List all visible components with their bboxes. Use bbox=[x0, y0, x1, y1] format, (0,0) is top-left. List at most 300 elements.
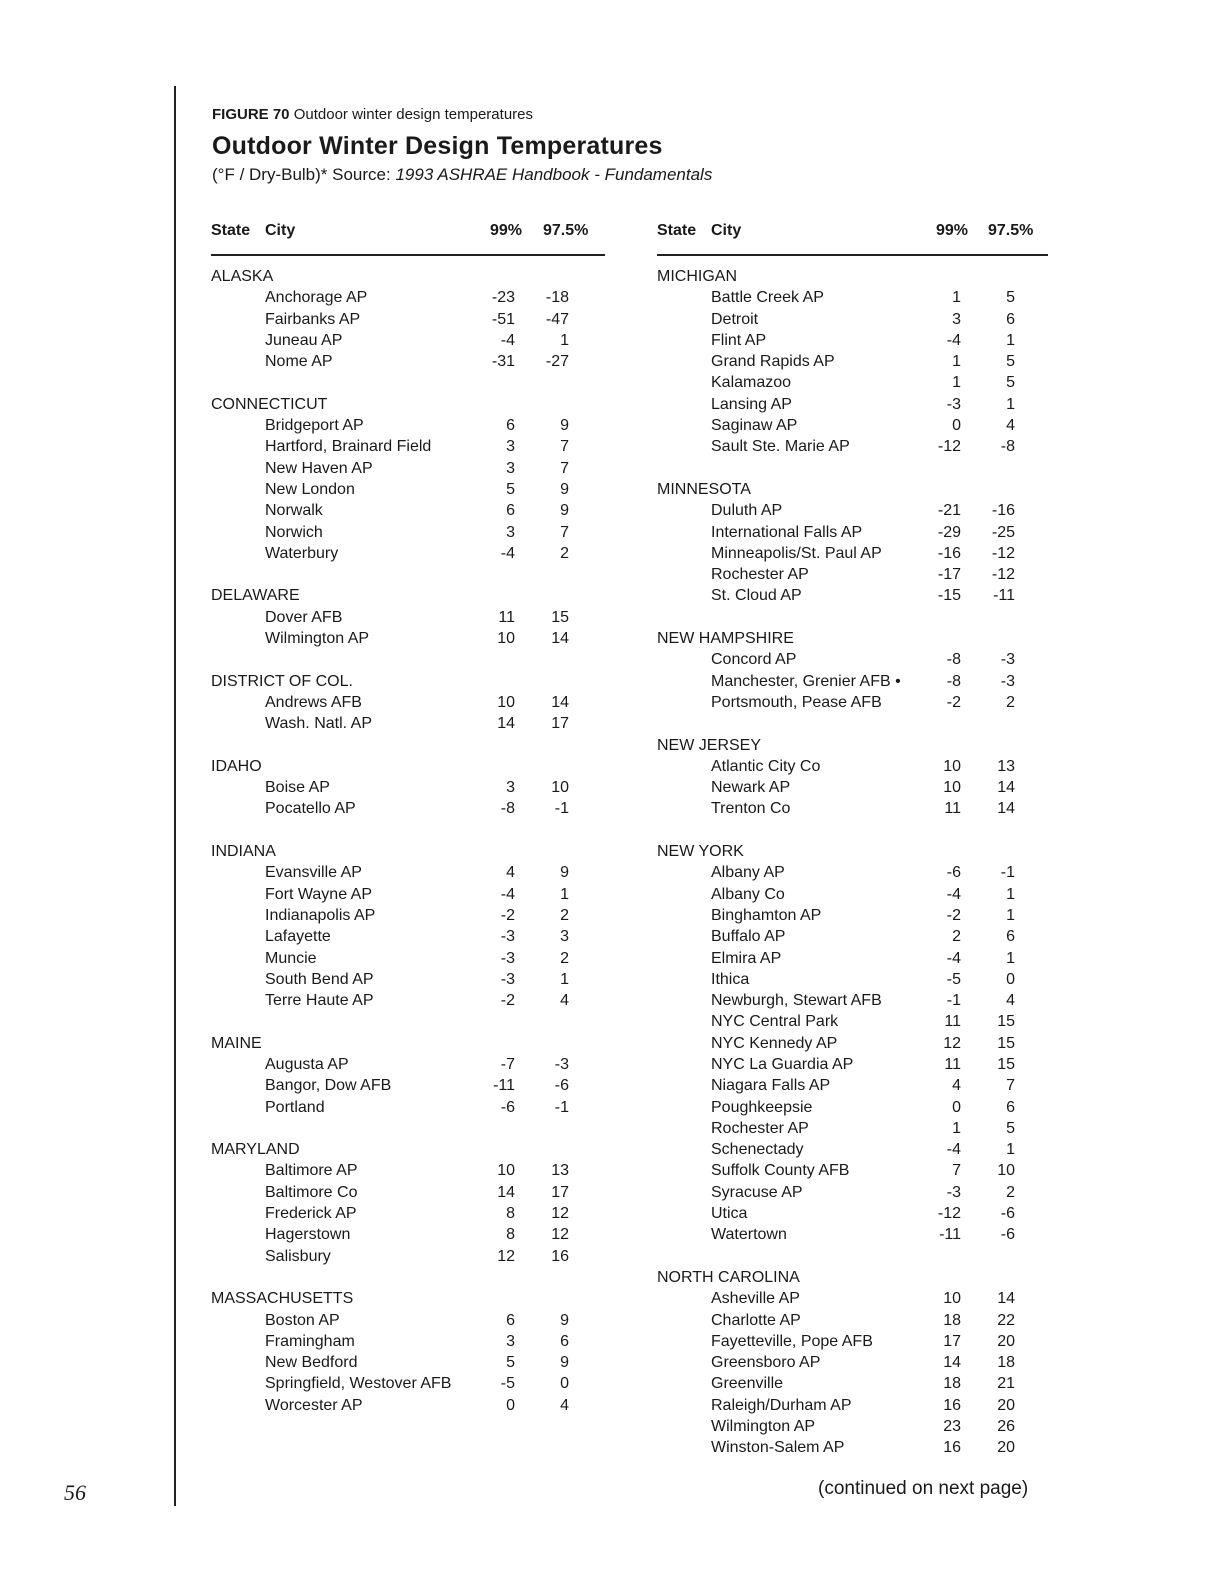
group-gap bbox=[657, 713, 1048, 734]
temp-99: -31 bbox=[491, 353, 515, 371]
temp-99: 1 bbox=[952, 374, 961, 392]
temp-975: -6 bbox=[554, 1077, 569, 1095]
table-header bbox=[211, 220, 605, 244]
city-name: Battle Creek AP bbox=[711, 289, 824, 307]
table-row bbox=[657, 436, 1048, 457]
table-row bbox=[657, 585, 1048, 606]
city-name: Utica bbox=[711, 1205, 748, 1223]
city-name: Elmira AP bbox=[711, 949, 782, 967]
temp-975: 5 bbox=[1006, 353, 1015, 371]
temp-975: 17 bbox=[551, 1183, 569, 1201]
temp-975: 1 bbox=[1006, 906, 1015, 924]
city-name: Framingham bbox=[265, 1332, 355, 1350]
city-name: Portsmouth, Pease AFB bbox=[711, 693, 882, 711]
city-name: Suffolk County AFB bbox=[711, 1162, 850, 1180]
page-title: Outdoor Winter Design Temperatures bbox=[212, 132, 663, 160]
temp-975: 7 bbox=[560, 523, 569, 541]
city-name: Baltimore Co bbox=[265, 1183, 358, 1201]
temp-99: 11 bbox=[944, 1055, 961, 1073]
temp-99: -2 bbox=[500, 906, 515, 924]
temp-99: -21 bbox=[937, 502, 961, 520]
table-row bbox=[657, 1182, 1048, 1203]
temp-975: 0 bbox=[560, 1375, 569, 1393]
table-row bbox=[211, 1373, 605, 1394]
temp-99: 10 bbox=[943, 1290, 961, 1308]
temp-99: -3 bbox=[500, 970, 515, 988]
temp-975: 7 bbox=[560, 438, 569, 456]
temp-975: 14 bbox=[997, 800, 1015, 818]
table-row bbox=[657, 990, 1048, 1011]
temp-975: 1 bbox=[1006, 1141, 1015, 1159]
group-gap bbox=[211, 1267, 605, 1288]
temp-99: -6 bbox=[500, 1098, 515, 1116]
header-city: City bbox=[711, 222, 742, 239]
group-gap bbox=[211, 1118, 605, 1139]
table-body bbox=[211, 266, 605, 1416]
group-gap bbox=[211, 372, 605, 393]
temp-99: -4 bbox=[500, 331, 515, 349]
temp-975: 14 bbox=[997, 779, 1015, 797]
city-name: Evansville AP bbox=[265, 864, 362, 882]
temp-975: -18 bbox=[545, 289, 569, 307]
table-row bbox=[657, 394, 1048, 415]
table-row bbox=[211, 1246, 605, 1267]
temp-99: 6 bbox=[506, 1311, 515, 1329]
table-row bbox=[657, 777, 1048, 798]
city-name: Saginaw AP bbox=[711, 417, 798, 435]
temp-99: -3 bbox=[500, 949, 515, 967]
table-row bbox=[657, 564, 1048, 585]
header-state: State bbox=[657, 222, 697, 239]
city-name: Anchorage AP bbox=[265, 289, 368, 307]
city-name: Detroit bbox=[711, 310, 759, 328]
subtitle-source: 1993 ASHRAE Handbook - Fundamentals bbox=[395, 165, 713, 184]
city-name: Niagara Falls AP bbox=[711, 1077, 831, 1095]
temp-99: -3 bbox=[946, 395, 961, 413]
table-row bbox=[657, 1352, 1048, 1373]
table-row bbox=[657, 926, 1048, 947]
table-row bbox=[211, 1160, 605, 1181]
table-row bbox=[657, 969, 1048, 990]
temp-99: -11 bbox=[939, 1226, 961, 1244]
temp-975: 15 bbox=[997, 1034, 1015, 1052]
temp-99: 2 bbox=[952, 928, 961, 946]
temp-99: 11 bbox=[944, 800, 961, 818]
city-name: Fayetteville, Pope AFB bbox=[711, 1332, 873, 1350]
temp-975: 6 bbox=[1006, 1098, 1015, 1116]
table-body bbox=[657, 266, 1048, 1459]
table-row bbox=[657, 1224, 1048, 1245]
temp-975: -6 bbox=[1000, 1205, 1015, 1223]
city-name: Baltimore AP bbox=[265, 1162, 358, 1180]
temp-975: 13 bbox=[551, 1162, 569, 1180]
city-name: New Bedford bbox=[265, 1354, 358, 1372]
temp-99: -11 bbox=[493, 1077, 515, 1095]
subtitle-units: (°F / Dry-Bulb)* Source: bbox=[212, 165, 396, 184]
city-name: Muncie bbox=[265, 949, 317, 967]
city-name: St. Cloud AP bbox=[711, 587, 802, 605]
table-row bbox=[657, 372, 1048, 393]
table-row bbox=[211, 777, 605, 798]
city-name: Norwalk bbox=[265, 502, 323, 520]
table-row bbox=[211, 798, 605, 819]
temp-99: 8 bbox=[506, 1205, 515, 1223]
city-name: Bangor, Dow AFB bbox=[265, 1077, 392, 1095]
temp-975: 2 bbox=[560, 949, 569, 967]
table-row bbox=[211, 1097, 605, 1118]
table-row bbox=[211, 1310, 605, 1331]
table-row bbox=[211, 948, 605, 969]
temp-975: 7 bbox=[1006, 1077, 1015, 1095]
temp-99: -12 bbox=[937, 1205, 961, 1223]
temp-975: -8 bbox=[1000, 438, 1015, 456]
temp-975: 15 bbox=[997, 1055, 1015, 1073]
city-name: Wilmington AP bbox=[711, 1418, 816, 1436]
table-row bbox=[657, 1310, 1048, 1331]
table-row bbox=[657, 309, 1048, 330]
temp-99: 12 bbox=[497, 1247, 515, 1265]
temp-975: 5 bbox=[1006, 374, 1015, 392]
header-rule bbox=[211, 254, 605, 256]
temp-975: 2 bbox=[1006, 1183, 1015, 1201]
temp-99: 10 bbox=[497, 630, 515, 648]
city-name: Portland bbox=[265, 1098, 325, 1116]
temp-99: -51 bbox=[491, 310, 515, 328]
temp-99: 11 bbox=[498, 608, 515, 626]
temp-975: 6 bbox=[560, 1332, 569, 1350]
city-name: Newburgh, Stewart AFB bbox=[711, 992, 882, 1010]
temp-975: 2 bbox=[560, 906, 569, 924]
temp-99: 10 bbox=[943, 779, 961, 797]
temp-975: 5 bbox=[1006, 1119, 1015, 1137]
city-name: Frederick AP bbox=[265, 1205, 357, 1223]
table-row bbox=[657, 862, 1048, 883]
temp-975: 20 bbox=[997, 1439, 1015, 1457]
temp-975: 9 bbox=[560, 1311, 569, 1329]
temp-99: -16 bbox=[937, 544, 961, 562]
table-row bbox=[657, 756, 1048, 777]
temp-99: 14 bbox=[943, 1354, 961, 1372]
temp-99: 3 bbox=[506, 459, 515, 477]
table-row bbox=[211, 692, 605, 713]
temp-99: 0 bbox=[952, 1098, 961, 1116]
city-name: New London bbox=[265, 480, 355, 498]
temp-99: 0 bbox=[506, 1396, 515, 1414]
temp-975: 14 bbox=[997, 1290, 1015, 1308]
temp-975: 14 bbox=[551, 630, 569, 648]
temp-975: 14 bbox=[551, 693, 569, 711]
city-name: Minneapolis/St. Paul AP bbox=[711, 544, 882, 562]
temp-99: 16 bbox=[943, 1439, 961, 1457]
city-name: Charlotte AP bbox=[711, 1311, 801, 1329]
city-name: Watertown bbox=[711, 1226, 787, 1244]
temp-99: -4 bbox=[946, 885, 961, 903]
table-row bbox=[211, 479, 605, 500]
city-name: Boise AP bbox=[265, 779, 330, 797]
table-row bbox=[211, 990, 605, 1011]
city-name: Hagerstown bbox=[265, 1226, 351, 1244]
header-city: City bbox=[265, 222, 296, 239]
group-gap bbox=[657, 1246, 1048, 1267]
temp-975: -47 bbox=[545, 310, 569, 328]
table-row bbox=[211, 287, 605, 308]
table-row bbox=[657, 1203, 1048, 1224]
temp-99: -15 bbox=[937, 587, 961, 605]
temp-99: 14 bbox=[497, 1183, 515, 1201]
temp-99: 8 bbox=[506, 1226, 515, 1244]
temp-99: 23 bbox=[943, 1418, 961, 1436]
temp-99: 16 bbox=[943, 1396, 961, 1414]
continued-note: (continued on next page) bbox=[818, 1478, 1029, 1499]
city-name: International Falls AP bbox=[711, 523, 863, 541]
city-name: Raleigh/Durham AP bbox=[711, 1396, 852, 1414]
temp-975: -25 bbox=[991, 523, 1015, 541]
temp-99: -29 bbox=[937, 523, 961, 541]
state-name: MARYLAND bbox=[211, 1141, 300, 1159]
table-row bbox=[211, 458, 605, 479]
table-row bbox=[657, 948, 1048, 969]
table-row bbox=[657, 1011, 1048, 1032]
temp-975: 26 bbox=[997, 1418, 1015, 1436]
city-name: Wash. Natl. AP bbox=[265, 715, 372, 733]
temp-99: 12 bbox=[943, 1034, 961, 1052]
city-name: Ithica bbox=[711, 970, 750, 988]
temp-975: 1 bbox=[1006, 331, 1015, 349]
table-row bbox=[211, 628, 605, 649]
table-row bbox=[657, 671, 1048, 692]
city-name: NYC Kennedy AP bbox=[711, 1034, 838, 1052]
temp-99: -5 bbox=[500, 1375, 515, 1393]
city-name: Rochester AP bbox=[711, 1119, 809, 1137]
city-name: Poughkeepsie bbox=[711, 1098, 813, 1116]
temp-975: 5 bbox=[1006, 289, 1015, 307]
city-name: Buffalo AP bbox=[711, 928, 786, 946]
temp-99: 18 bbox=[943, 1311, 961, 1329]
table-row bbox=[211, 1395, 605, 1416]
table-row bbox=[657, 1395, 1048, 1416]
temp-975: 13 bbox=[997, 757, 1015, 775]
temp-99: 1 bbox=[952, 289, 961, 307]
temp-99: -5 bbox=[946, 970, 961, 988]
state-name: CONNECTICUT bbox=[211, 395, 328, 413]
city-name: Fort Wayne AP bbox=[265, 885, 372, 903]
temp-99: 18 bbox=[943, 1375, 961, 1393]
table-row bbox=[211, 862, 605, 883]
temp-99: -17 bbox=[937, 566, 961, 584]
city-name: Flint AP bbox=[711, 331, 767, 349]
temp-975: 16 bbox=[551, 1247, 569, 1265]
city-name: Atlantic City Co bbox=[711, 757, 821, 775]
state-name: NEW JERSEY bbox=[657, 736, 762, 754]
state-name: INDIANA bbox=[211, 843, 276, 861]
city-name: Syracuse AP bbox=[711, 1183, 803, 1201]
city-name: Rochester AP bbox=[711, 566, 809, 584]
temp-99: 4 bbox=[506, 864, 515, 882]
state-name: NORTH CAROLINA bbox=[657, 1268, 800, 1286]
city-name: Juneau AP bbox=[265, 331, 343, 349]
temp-99: -12 bbox=[937, 438, 961, 456]
header-975: 97.5% bbox=[988, 222, 1034, 239]
temp-975: -3 bbox=[1000, 672, 1015, 690]
table-row bbox=[211, 884, 605, 905]
city-name: Pocatello AP bbox=[265, 800, 356, 818]
table-row bbox=[657, 1373, 1048, 1394]
city-name: Manchester, Grenier AFB • bbox=[711, 672, 901, 690]
table-row bbox=[211, 969, 605, 990]
header-975: 97.5% bbox=[543, 222, 589, 239]
table-row bbox=[657, 905, 1048, 926]
city-name: Albany AP bbox=[711, 864, 785, 882]
temp-99: -8 bbox=[500, 800, 515, 818]
city-name: Dover AFB bbox=[265, 608, 343, 626]
table-row bbox=[657, 1160, 1048, 1181]
group-gap bbox=[211, 564, 605, 585]
table-row bbox=[657, 1097, 1048, 1118]
temp-975: 9 bbox=[560, 417, 569, 435]
city-name: Duluth AP bbox=[711, 502, 783, 520]
temp-975: 1 bbox=[560, 885, 569, 903]
temp-99: 0 bbox=[952, 417, 961, 435]
page-subtitle bbox=[212, 165, 712, 185]
table-row bbox=[657, 1054, 1048, 1075]
temp-99: 6 bbox=[506, 417, 515, 435]
right-table bbox=[657, 220, 1048, 1459]
temp-975: 1 bbox=[560, 331, 569, 349]
temp-975: 20 bbox=[997, 1396, 1015, 1414]
group-gap bbox=[657, 820, 1048, 841]
state-name: NEW YORK bbox=[657, 843, 744, 861]
temp-975: 9 bbox=[560, 864, 569, 882]
left-table bbox=[211, 220, 605, 1416]
temp-99: -2 bbox=[946, 906, 961, 924]
temp-99: 5 bbox=[506, 480, 515, 498]
table-row bbox=[657, 1075, 1048, 1096]
state-name: ALASKA bbox=[211, 268, 274, 285]
table-row bbox=[657, 692, 1048, 713]
city-name: Salisbury bbox=[265, 1247, 331, 1265]
table-row bbox=[657, 1416, 1048, 1437]
temp-975: 10 bbox=[997, 1162, 1015, 1180]
city-name: New Haven AP bbox=[265, 459, 373, 477]
temp-99: -4 bbox=[946, 331, 961, 349]
temp-99: 7 bbox=[952, 1162, 961, 1180]
temp-99: -3 bbox=[946, 1183, 961, 1201]
city-name: Lafayette bbox=[265, 928, 331, 946]
temp-99: 10 bbox=[943, 757, 961, 775]
temp-975: 4 bbox=[560, 1396, 569, 1414]
temp-99: -4 bbox=[946, 949, 961, 967]
temp-99: 3 bbox=[506, 1332, 515, 1350]
city-name: Norwich bbox=[265, 523, 323, 541]
table-row bbox=[211, 1331, 605, 1352]
city-name: Kalamazoo bbox=[711, 374, 792, 392]
temp-99: 17 bbox=[943, 1332, 961, 1350]
city-name: Nome AP bbox=[265, 353, 333, 371]
city-name: Waterbury bbox=[265, 544, 339, 562]
city-name: NYC Central Park bbox=[711, 1013, 839, 1031]
city-name: Hartford, Brainard Field bbox=[265, 438, 432, 456]
temp-975: 1 bbox=[1006, 885, 1015, 903]
group-gap bbox=[657, 458, 1048, 479]
group-gap bbox=[211, 1011, 605, 1032]
city-name: Binghamton AP bbox=[711, 906, 822, 924]
table-row bbox=[211, 1224, 605, 1245]
table-row bbox=[657, 351, 1048, 372]
table-row bbox=[211, 1203, 605, 1224]
city-name: Asheville AP bbox=[711, 1290, 800, 1308]
city-name: Andrews AFB bbox=[265, 693, 362, 711]
temp-975: 1 bbox=[1006, 395, 1015, 413]
table-row bbox=[211, 351, 605, 372]
header-99: 99% bbox=[936, 222, 969, 239]
temp-99: 1 bbox=[952, 1119, 961, 1137]
table-row bbox=[211, 522, 605, 543]
city-name: Newark AP bbox=[711, 779, 791, 797]
temp-99: -6 bbox=[946, 864, 961, 882]
table-row bbox=[211, 1054, 605, 1075]
city-name: Wilmington AP bbox=[265, 630, 370, 648]
temp-99: 4 bbox=[952, 1077, 961, 1095]
table-header bbox=[657, 220, 1048, 244]
state-name: IDAHO bbox=[211, 757, 262, 775]
temp-975: -1 bbox=[1000, 864, 1015, 882]
temp-99: 10 bbox=[497, 693, 515, 711]
group-gap bbox=[211, 735, 605, 756]
city-name: Bridgeport AP bbox=[265, 417, 364, 435]
temp-975: 18 bbox=[997, 1354, 1015, 1372]
city-name: Worcester AP bbox=[265, 1396, 363, 1414]
table-row bbox=[211, 415, 605, 436]
temp-975: -27 bbox=[545, 353, 569, 371]
temp-975: 15 bbox=[997, 1013, 1015, 1031]
temp-99: 3 bbox=[506, 779, 515, 797]
temp-975: 10 bbox=[551, 779, 569, 797]
temp-99: 11 bbox=[944, 1013, 961, 1031]
temp-99: -3 bbox=[500, 928, 515, 946]
temp-99: 3 bbox=[952, 310, 961, 328]
table-row bbox=[211, 1352, 605, 1373]
table-row bbox=[211, 607, 605, 628]
city-name: NYC La Guardia AP bbox=[711, 1055, 854, 1073]
temp-99: -2 bbox=[946, 693, 961, 711]
temp-99: -4 bbox=[500, 885, 515, 903]
header-99: 99% bbox=[490, 222, 523, 239]
city-name: Grand Rapids AP bbox=[711, 353, 835, 371]
city-name: Albany Co bbox=[711, 885, 785, 903]
temp-99: 5 bbox=[506, 1354, 515, 1372]
table-row bbox=[211, 926, 605, 947]
temp-975: -11 bbox=[993, 587, 1015, 605]
table-row bbox=[657, 1118, 1048, 1139]
group-gap bbox=[211, 820, 605, 841]
table-row bbox=[211, 905, 605, 926]
temp-975: 4 bbox=[1006, 992, 1015, 1010]
temp-99: -1 bbox=[946, 992, 961, 1010]
page-number: 56 bbox=[64, 1480, 86, 1505]
state-name: MAINE bbox=[211, 1034, 262, 1052]
table-row bbox=[211, 500, 605, 521]
temp-975: 3 bbox=[560, 928, 569, 946]
figure-caption-text: Outdoor winter design temperatures bbox=[293, 106, 533, 123]
city-name: Sault Ste. Marie AP bbox=[711, 438, 850, 456]
table-row bbox=[211, 1075, 605, 1096]
city-name: South Bend AP bbox=[265, 970, 374, 988]
table-row bbox=[211, 543, 605, 564]
temp-975: 1 bbox=[560, 970, 569, 988]
temp-99: 14 bbox=[497, 715, 515, 733]
temp-99: -8 bbox=[946, 672, 961, 690]
temp-975: 17 bbox=[551, 715, 569, 733]
